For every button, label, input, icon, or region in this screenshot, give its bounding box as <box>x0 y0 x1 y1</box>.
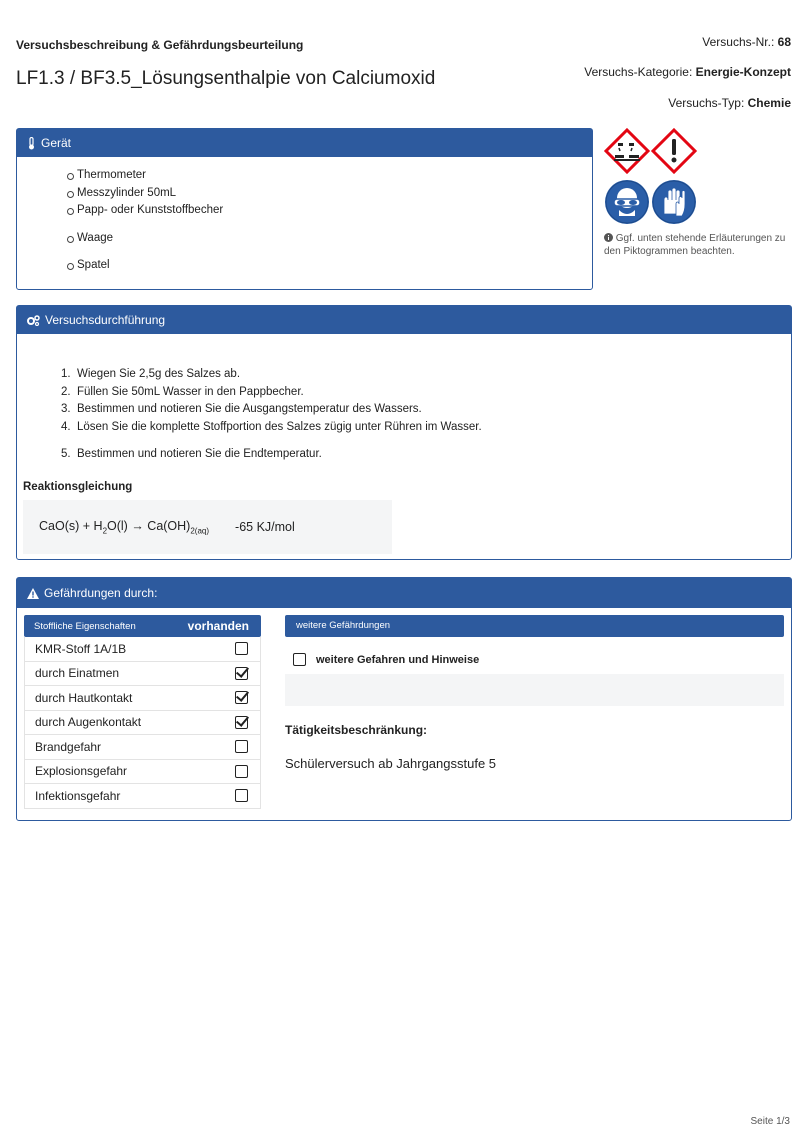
versuchs-typ-value: Chemie <box>747 96 791 110</box>
stoff-table-header <box>24 615 261 637</box>
durchfuehrung-title: Versuchsdurchführung <box>45 313 166 327</box>
gefaehrdungen-panel <box>16 577 792 821</box>
versuchs-nr <box>702 35 791 49</box>
geraet-item: Thermometer <box>77 167 592 185</box>
row-label: Explosionsgefahr <box>35 764 128 779</box>
row-label: durch Hautkontakt <box>35 690 133 705</box>
stoff-table <box>24 615 261 809</box>
checkbox[interactable] <box>235 642 248 655</box>
versuchs-kategorie-label: Versuchs-Kategorie: <box>584 65 693 79</box>
versuchs-nr-label: Versuchs-Nr.: <box>702 35 775 49</box>
thermometer-icon <box>27 137 36 150</box>
geraet-panel <box>16 128 593 290</box>
pictogram-hint-text: Ggf. unten stehende Erläuterungen zu den Piktogrammen beachten. <box>604 233 786 257</box>
info-icon <box>604 233 613 242</box>
durchfuehrung-panel-header <box>17 306 791 334</box>
reaction-equation <box>23 500 392 554</box>
checkbox[interactable] <box>235 691 248 704</box>
versuchs-kategorie <box>584 65 791 79</box>
page-number: Seite 1/3 <box>750 1116 790 1127</box>
row-label: KMR-Stoff 1A/1B <box>35 641 127 656</box>
step-item: 1. Wiegen Sie 2,5g des Salzes ab. <box>61 368 241 380</box>
step-item: 3. Bestimmen und notieren Sie die Ausgangstemperatur des Wassers. <box>61 403 422 415</box>
table-row <box>24 662 261 687</box>
row-label: Brandgefahr <box>35 739 102 754</box>
warning-icon <box>27 588 39 599</box>
row-label: durch Einatmen <box>35 666 120 681</box>
weitere-gefahren-label: weitere Gefahren und Hinweise <box>316 653 480 666</box>
weitere-gefahren-checkbox[interactable] <box>293 653 306 666</box>
table-row <box>24 760 261 785</box>
taetigkeit-value: Schülerversuch ab Jahrgangsstufe 5 <box>285 756 497 771</box>
gefaehrdungen-title: Gefährdungen durch: <box>44 586 158 600</box>
versuchs-nr-value: 68 <box>777 35 791 49</box>
table-row <box>24 686 261 711</box>
geraet-item: Papp- oder Kunststoffbecher <box>77 202 592 220</box>
gefaehrdungen-panel-header <box>17 578 791 608</box>
document-type: Versuchsbeschreibung & Gefährdungsbeurteilung <box>16 38 304 52</box>
weitere-header: weitere Gefährdungen <box>285 615 784 637</box>
step-item: 2. Füllen Sie 50mL Wasser in den Pappbecher. <box>61 385 304 398</box>
table-row <box>24 735 261 760</box>
versuchs-typ-label: Versuchs-Typ: <box>668 96 745 110</box>
corrosion-icon <box>604 128 650 174</box>
row-label: Infektionsgefahr <box>35 788 121 803</box>
geraet-item: Spatel <box>77 257 592 275</box>
step-item: 4. Lösen Sie die komplette Stoffportion des Salzes zügig unter Rühren im Wasser. <box>61 420 482 433</box>
vorhanden-header: vorhanden <box>187 619 249 633</box>
checkbox[interactable] <box>235 716 248 729</box>
geraet-title: Gerät <box>41 136 72 150</box>
row-label: durch Augenkontakt <box>35 715 142 730</box>
weitere-gefahren-box <box>285 674 784 706</box>
versuchs-kategorie-value: Energie-Konzept <box>695 65 791 79</box>
geraet-item: Waage <box>77 230 592 248</box>
protective-gloves-icon <box>652 180 696 224</box>
step-item: 5. Bestimmen und notieren Sie die Endtemperatur. <box>61 448 322 460</box>
weitere-gefaehrdungen <box>285 615 784 706</box>
taetigkeit-label: Tätigkeitsbeschränkung: <box>285 723 428 737</box>
safety-goggles-icon <box>605 180 649 224</box>
table-row <box>24 711 261 736</box>
gears-icon <box>27 315 40 326</box>
exclamation-icon <box>651 128 697 174</box>
durchfuehrung-panel <box>16 305 792 560</box>
checkbox[interactable] <box>235 667 248 680</box>
stoff-header-label: Stoffliche Eigenschaften <box>34 620 136 632</box>
table-row <box>24 637 261 662</box>
geraet-item: Messzylinder 50mL <box>77 185 592 203</box>
checkbox[interactable] <box>235 740 248 753</box>
versuchs-typ <box>668 96 791 110</box>
page-title: LF1.3 / BF3.5_Lösungsenthalpie von Calciumoxid <box>16 68 436 89</box>
table-row <box>24 784 261 809</box>
weitere-gefahren-row <box>293 653 784 666</box>
checkbox[interactable] <box>235 789 248 802</box>
reaction-formula: $CaO(s) + H_2O(l) \to Ca(OH)_{2(aq)}$ <box>39 518 210 536</box>
steps-list <box>61 366 791 464</box>
geraet-list <box>77 167 592 275</box>
reaction-enthalpy: -65 KJ/mol <box>235 520 295 534</box>
geraet-panel-header <box>17 129 592 157</box>
reaction-label: Reaktionsgleichung <box>23 481 133 493</box>
pictogram-hint <box>604 232 790 258</box>
checkbox[interactable] <box>235 765 248 778</box>
